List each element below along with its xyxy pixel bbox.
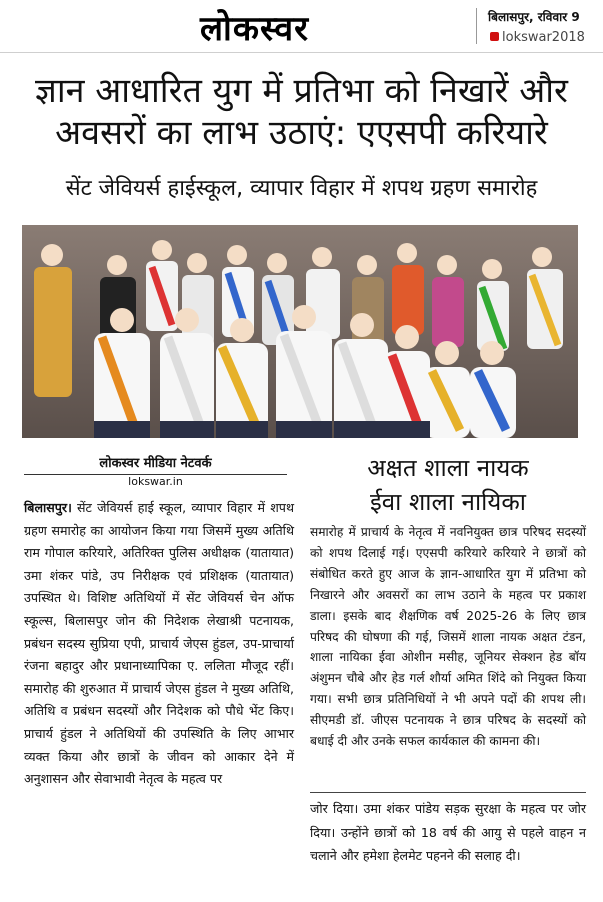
byline-agency: लोकस्वर मीडिया नेटवर्क <box>24 453 287 475</box>
newspaper-logo: लोकस्वर <box>200 9 310 49</box>
article-dateline: बिलासपुर। <box>24 500 72 515</box>
masthead <box>0 0 603 53</box>
website-text: lokswar2018 <box>502 30 585 45</box>
subheadline: सेंट जेवियर्स हाईस्कूल, व्यापार विहार में शपथ ग्रहण समारोह <box>65 176 538 201</box>
headline-line-2: अवसरों का लाभ उठाएं: एएसपी करियारे <box>55 113 548 153</box>
byline-website: lokswar.in <box>128 475 183 488</box>
side-heading-line-2: ईवा शाला नायिका <box>370 488 526 516</box>
edition-dateline: बिलासपुर, रविवार 9 <box>488 10 580 24</box>
article-column-2-continued: जोर दिया। उमा शंकर पांडेय सड़क सुरक्षा के महत्व पर जोर दिया। उन्होंने छात्रों को 18 वर्ष की आयु से पहले वाहन न चलाने और हमेशा हेलमेट पहनने की सलाह दी। <box>310 801 586 863</box>
headline-line-1: ज्ञान आधारित युग में प्रतिभा को निखारें और <box>35 71 568 111</box>
red-square-icon <box>490 32 499 41</box>
group-photo <box>22 225 578 438</box>
website-label <box>490 30 585 45</box>
article-column-1-text: सेंट जेवियर्स हाई स्कूल, व्यापार विहार में शपथ ग्रहण समारोह का आयोजन किया गया जिसमें मुख्य अतिथि राम गोपाल करियारे, अतिरिक्त पुलिस अधीक्षक (यातायात) उमा शंकर पांडे, उप निरीक्षक एवं प्रशिक्षक (यातायात) उपस्थित थे। विशिष्ट अतिथियों में सेंट जेवियर्स चेन ऑफ स्कूल्स, बिलासपुर जोन की निदेशक लेखाश्री पटनायक, प्रबंधन सदस्य सुप्रिया एपी, प्राचार्य जेएस हुंडल, उप-प्राचार्या रंजना बहादुर और प्रधानाध्यापिका ए. ललिता मौजूद रहीं। समारोह की शुरुआत में प्राचार्य जेएस हुंडल ने मुख्य अतिथि, अतिथि व प्रबंधन सदस्यों और निदेशक को पौधे भेंट किए। प्राचार्य हुंडल ने अतिथियों की उपस्थिति के लिए आभार व्यक्त किया और छात्रों के जीवन को आकार देने में अनुशासन और सेवाभावी नेतृत्व के महत्व पर <box>24 500 294 787</box>
article-column-2: समारोह में प्राचार्य के नेतृत्व में नवनियुक्त छात्र परिषद सदस्यों को शपथ दिलाई गई। एएसपी करियारे करियारे ने छात्रों को संबोधित करते हुए आज के ज्ञान-आधारित युग में प्रतिभा को निखारने और अवसरों का लाभ उठाने के महत्व पर प्रकाश डाला। इसके बाद शैक्षणिक वर्ष 2025-26 के लिए छात्र परिषद की घोषणा की गई, जिसमें शाला नायक अक्षत टंडन, शाला नायिका ईवा ओशीन मसीह, जूनियर सेक्शन हेड बॉय अंशुमन चौबे और हेड गर्ल शौर्या अमित शिंदे को नियुक्त किया गया। सभी छात्र प्रतिनिधियों ने भी अपने पदों की शपथ ली। सीएमडी डॉ. जीएस पटनायक ने छात्र परिषद के सदस्यों को बधाई दी और उनके सफल कार्यकाल की कामना की। <box>310 525 586 749</box>
column-divider <box>310 792 586 793</box>
masthead-divider <box>476 8 477 44</box>
article-column-1 <box>24 497 294 791</box>
side-heading-line-1: अक्षत शाला नायक <box>367 454 529 482</box>
